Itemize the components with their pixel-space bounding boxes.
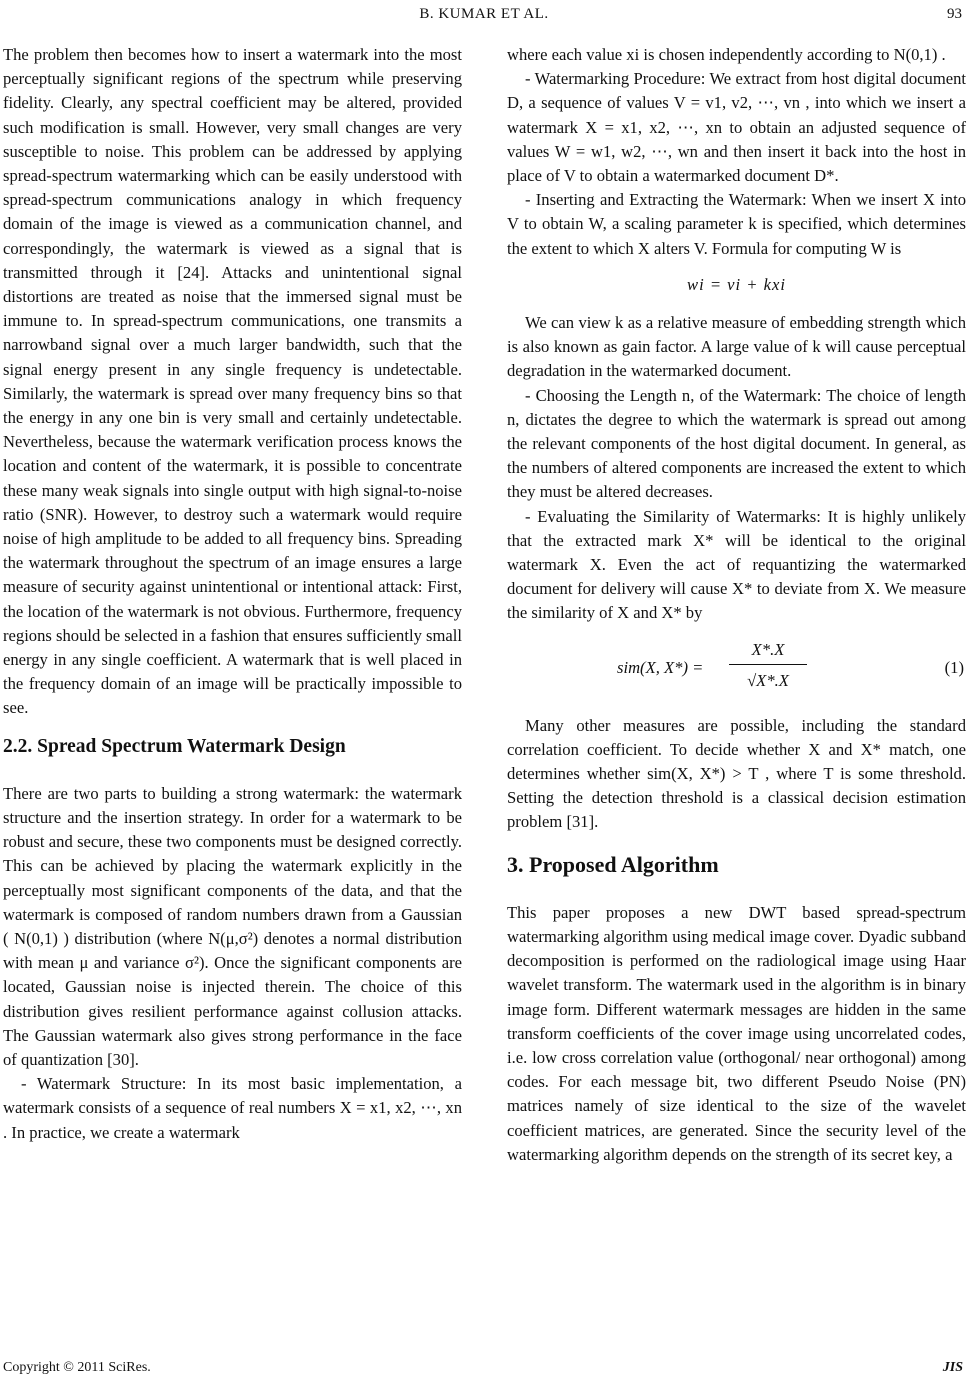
journal-abbrev: JIS <box>942 1360 963 1375</box>
paragraph-other-measures: Many other measures are possible, including the standard correlation coefficient. To decide whether X and X* match, one determines whether sim(X, X*) > T , where T is some threshold. Setting the detection threshold is a classical decision estimation problem [31]. <box>507 715 966 832</box>
section-heading-2-2: 2.2. Spread Spectrum Watermark Design <box>3 735 346 757</box>
right-column <box>507 43 966 1167</box>
paragraph-gain-factor: We can view k as a relative measure of embedding strength which is also known as gain factor. A large value of k will cause perceptual degradation in the watermarked document. <box>507 313 966 381</box>
paragraph-watermarking-procedure: - Watermarking Procedure: We extract from host digital document D, a sequence of values V = v1, v2, ⋯, vn , into which we insert a watermark X = x1, x2, ⋯, xn to obtain an adjusted sequence of values W = w1, w2, ⋯, wn and then insert it back into the host in place of V to obtain a watermarked document D*. <box>507 69 966 186</box>
running-header-author: B. KUMAR ET AL. <box>419 6 549 22</box>
equation-1-lhs: sim(X, X*) = <box>617 657 704 677</box>
section-heading-3: 3. Proposed Algorithm <box>507 851 719 877</box>
paragraph-proposed-algorithm: This paper proposes a new DWT based spread-spectrum watermarking algorithm using medical image cover. Dyadic subband decomposition is performed on the radiological image using Haar wavelet transform. The watermark used in the algorithm is in binary image form. Different watermark messages are hidden in the same transform coefficients of the cover image using uncorrelated codes, i.e. low cross correlation value (orthogonal/ near orthogonal) among codes. For each message bit, two different Pseudo Noise (PN) matrices namely of size identical to the size of the wavelet coefficient matrices, are generated. Since the security level of the watermarking algorithm depends on the strength of its secret key, a <box>507 902 966 1164</box>
equation-1-label: (1) <box>944 657 964 677</box>
copyright-notice: Copyright © 2011 SciRes. <box>3 1360 151 1375</box>
equation-1-fraction <box>729 638 807 693</box>
page-number: 93 <box>947 6 962 22</box>
paragraph-choosing-length: - Choosing the Length n, of the Watermark: The choice of length n, dictates the degree to which the watermark is spread out among the relevant components of the host digital document. In general, as the numbers of altered components are increased the extent to which they must be altered decreases. <box>507 385 966 502</box>
equation-1-numerator: X*.X <box>729 638 807 665</box>
paragraph-watermark-structure: - Watermark Structure: In its most basic implementation, a watermark consists of a sequence of real numbers X = x1, x2, ⋯, xn . In practice, we create a watermark <box>3 1074 462 1142</box>
paragraph-evaluating-similarity: - Evaluating the Similarity of Watermarks: It is highly unlikely that the extracted mark X* will be identical to the original watermark X. Even the act of requantizing the watermarked document for delivery will cause X* to deviate from X. We measure the similarity of X and X* by <box>507 506 966 623</box>
equation-1 <box>507 638 966 700</box>
paragraph-spectrum-problem: The problem then becomes how to insert a watermark into the most perceptually significant regions of the spectrum while preserving fidelity. Clearly, any spectral coefficient may be altered, provided such modification is small. However, very small changes are very susceptible to noise. This problem can be addressed by applying spread-spectrum watermarking which can be easily understood with spread-spectrum communications analogy in which frequency domain of the image is viewed as a communication channel, and correspondingly, the watermark is viewed as a signal that is transmitted through it [24]. Attacks and unintentional signal distortions are treated as noise that the immersed signal must be immune to. In spread-spectrum communications, one transmits a narrowband signal over a much larger bandwidth, such that the signal energy present in any single frequency is undetectable. Similarly, the watermark is spread over many frequency bins so that the energy in any one bin is very small and certainly undetectable. Nevertheless, because the watermark verification process knows the location and content of the watermark, it is possible to concentrate these many weak signals into single output with high signal-to-noise ratio (SNR). However, to destroy such a watermark would require noise of high amplitude to be added to all frequency bins. Spreading the watermark throughout the spectrum of an image ensures a large measure of security against unintentional or intentional attack: First, the location of the watermark is not obvious. Furthermore, frequency regions should be selected in a fashion that ensures sufficiently small energy in any single coefficient. A watermark that is well placed in the frequency domain of an image will be practically impossible to see. <box>3 45 462 718</box>
paragraph-inserting-extracting: - Inserting and Extracting the Watermark: When we insert X into V to obtain W, a scaling parameter k is specified, which determines the extent to which X alters V. Formula for computing W is <box>507 190 966 258</box>
equation-1-denominator: √X*.X <box>747 670 789 690</box>
paragraph-watermark-design: There are two parts to building a strong watermark: the watermark structure and the insertion strategy. In order for a watermark to be robust and secure, these two components must be designed correctly. This can be achieved by placing the watermark explicitly in the perceptually most significant components of the data, and that the watermark is composed of random numbers drawn from a Gaussian ( N(0,1) ) distribution (where N(μ,σ²) denotes a normal distribution with mean μ and variance σ²). Once the significant components are located, Gaussian noise is injected therein. The choice of this distribution gives resilient performance against collusion attacks. The Gaussian watermark also gives strong performance in the face of quantization [30]. <box>3 783 462 1069</box>
paragraph-gaussian-choice: where each value xi is chosen independently according to N(0,1) . <box>507 45 946 64</box>
left-column <box>3 43 462 1145</box>
page-footer <box>3 1356 963 1380</box>
equation-w: wi = vi + kxi <box>687 274 786 294</box>
